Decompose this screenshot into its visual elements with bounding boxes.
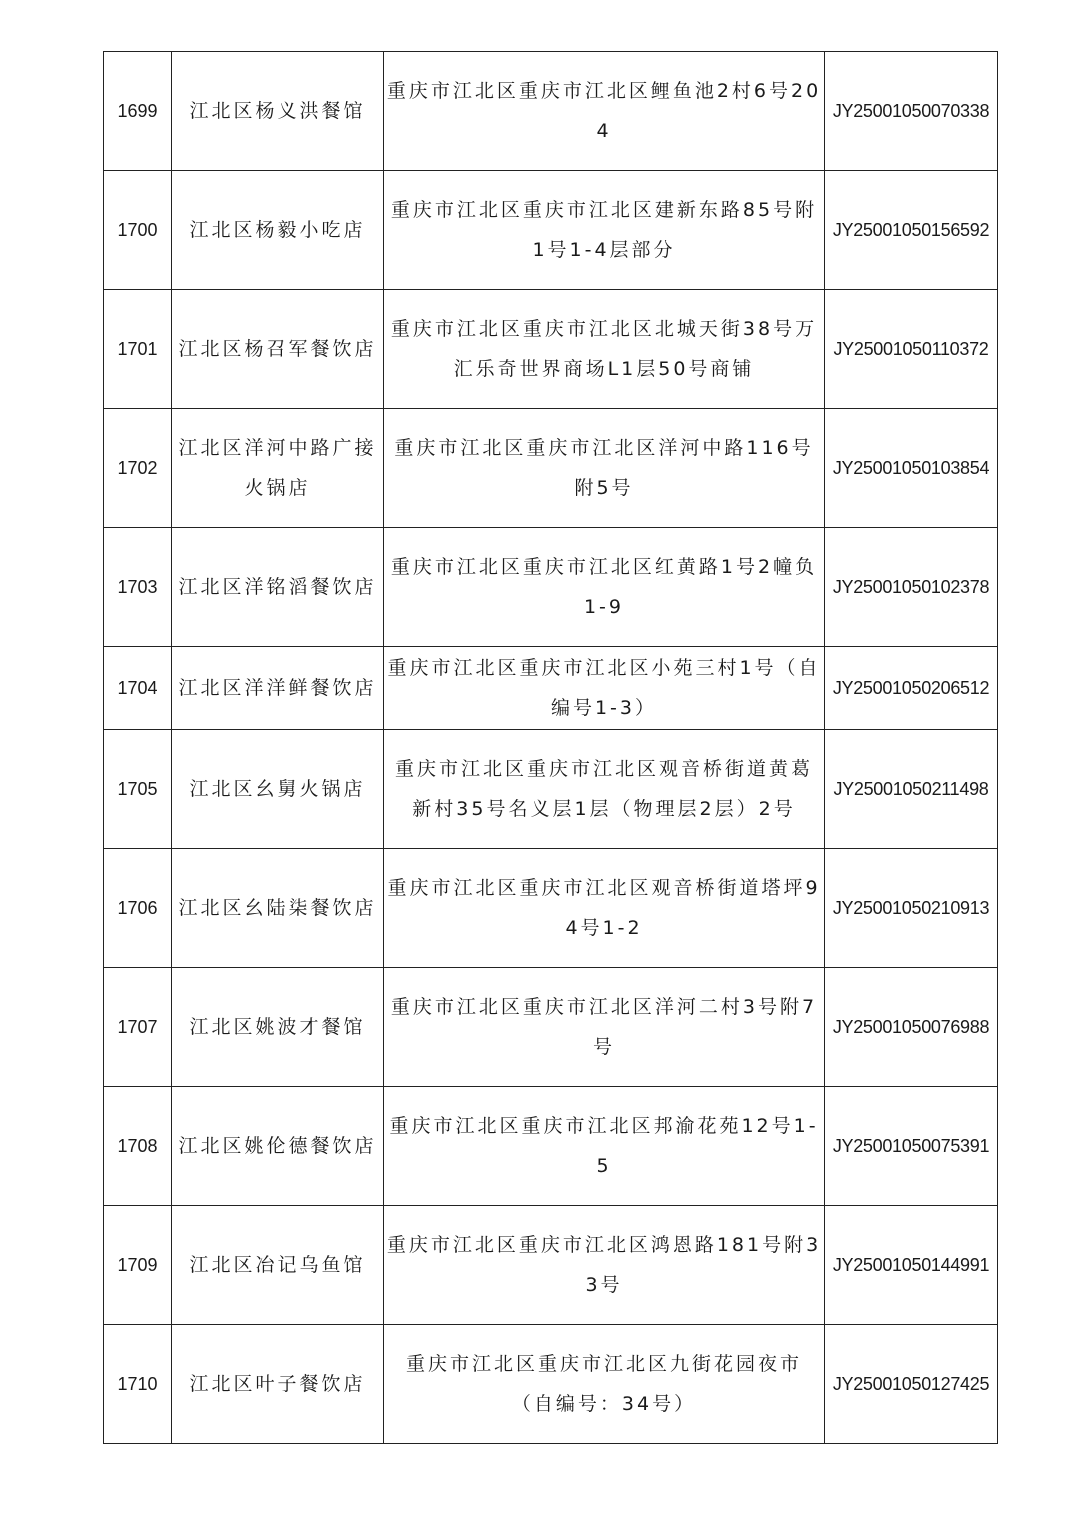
license-number: JY25001050127425 bbox=[825, 1325, 998, 1444]
business-address: 重庆市江北区重庆市江北区观音桥街道塔坪94号1-2 bbox=[384, 849, 825, 968]
business-address: 重庆市江北区重庆市江北区鲤鱼池2村6号204 bbox=[384, 52, 825, 171]
row-index: 1702 bbox=[104, 409, 172, 528]
license-number: JY25001050076988 bbox=[825, 968, 998, 1087]
table-row bbox=[104, 1206, 998, 1325]
business-address: 重庆市江北区重庆市江北区洋河二村3号附7号 bbox=[384, 968, 825, 1087]
license-number: JY25001050075391 bbox=[825, 1087, 998, 1206]
table-row bbox=[104, 52, 998, 171]
business-name: 江北区杨义洪餐馆 bbox=[172, 52, 384, 171]
business-address: 重庆市江北区重庆市江北区北城天街38号万汇乐奇世界商场L1层50号商铺 bbox=[384, 290, 825, 409]
license-number: JY25001050206512 bbox=[825, 647, 998, 730]
table-row bbox=[104, 528, 998, 647]
license-number: JY25001050103854 bbox=[825, 409, 998, 528]
business-name: 江北区洋河中路广接火锅店 bbox=[172, 409, 384, 528]
business-name: 江北区姚波才餐馆 bbox=[172, 968, 384, 1087]
row-index: 1710 bbox=[104, 1325, 172, 1444]
license-number: JY25001050211498 bbox=[825, 730, 998, 849]
table-row bbox=[104, 409, 998, 528]
license-number: JY25001050070338 bbox=[825, 52, 998, 171]
business-address: 重庆市江北区重庆市江北区建新东路85号附1号1-4层部分 bbox=[384, 171, 825, 290]
table-row bbox=[104, 290, 998, 409]
business-name: 江北区叶子餐饮店 bbox=[172, 1325, 384, 1444]
row-index: 1704 bbox=[104, 647, 172, 730]
business-name: 江北区幺舅火锅店 bbox=[172, 730, 384, 849]
table-row bbox=[104, 849, 998, 968]
row-index: 1707 bbox=[104, 968, 172, 1087]
row-index: 1699 bbox=[104, 52, 172, 171]
business-address: 重庆市江北区重庆市江北区小苑三村1号（自编号1-3） bbox=[384, 647, 825, 730]
business-address: 重庆市江北区重庆市江北区观音桥街道黄葛新村35号名义层1层（物理层2层）2号 bbox=[384, 730, 825, 849]
business-name: 江北区杨毅小吃店 bbox=[172, 171, 384, 290]
table-body bbox=[104, 52, 998, 1444]
row-index: 1701 bbox=[104, 290, 172, 409]
business-name: 江北区幺陆柒餐饮店 bbox=[172, 849, 384, 968]
table-row bbox=[104, 647, 998, 730]
row-index: 1709 bbox=[104, 1206, 172, 1325]
business-name: 江北区洋铭滔餐饮店 bbox=[172, 528, 384, 647]
business-name: 江北区杨召军餐饮店 bbox=[172, 290, 384, 409]
license-number: JY25001050156592 bbox=[825, 171, 998, 290]
row-index: 1705 bbox=[104, 730, 172, 849]
business-address: 重庆市江北区重庆市江北区红黄路1号2幢负1-9 bbox=[384, 528, 825, 647]
business-registry-table bbox=[103, 51, 998, 1444]
row-index: 1703 bbox=[104, 528, 172, 647]
license-number: JY25001050210913 bbox=[825, 849, 998, 968]
business-address: 重庆市江北区重庆市江北区洋河中路116号附5号 bbox=[384, 409, 825, 528]
table-row bbox=[104, 730, 998, 849]
license-number: JY25001050144991 bbox=[825, 1206, 998, 1325]
row-index: 1706 bbox=[104, 849, 172, 968]
table-row bbox=[104, 171, 998, 290]
license-number: JY25001050102378 bbox=[825, 528, 998, 647]
business-address: 重庆市江北区重庆市江北区鸿恩路181号附33号 bbox=[384, 1206, 825, 1325]
table-row bbox=[104, 1087, 998, 1206]
row-index: 1708 bbox=[104, 1087, 172, 1206]
license-number: JY25001050110372 bbox=[825, 290, 998, 409]
business-name: 江北区姚伦德餐饮店 bbox=[172, 1087, 384, 1206]
business-name: 江北区洋洋鲜餐饮店 bbox=[172, 647, 384, 730]
business-address: 重庆市江北区重庆市江北区邦渝花苑12号1-5 bbox=[384, 1087, 825, 1206]
table-row bbox=[104, 968, 998, 1087]
row-index: 1700 bbox=[104, 171, 172, 290]
table-row bbox=[104, 1325, 998, 1444]
business-name: 江北区冶记乌鱼馆 bbox=[172, 1206, 384, 1325]
business-address: 重庆市江北区重庆市江北区九街花园夜市（自编号：34号） bbox=[384, 1325, 825, 1444]
